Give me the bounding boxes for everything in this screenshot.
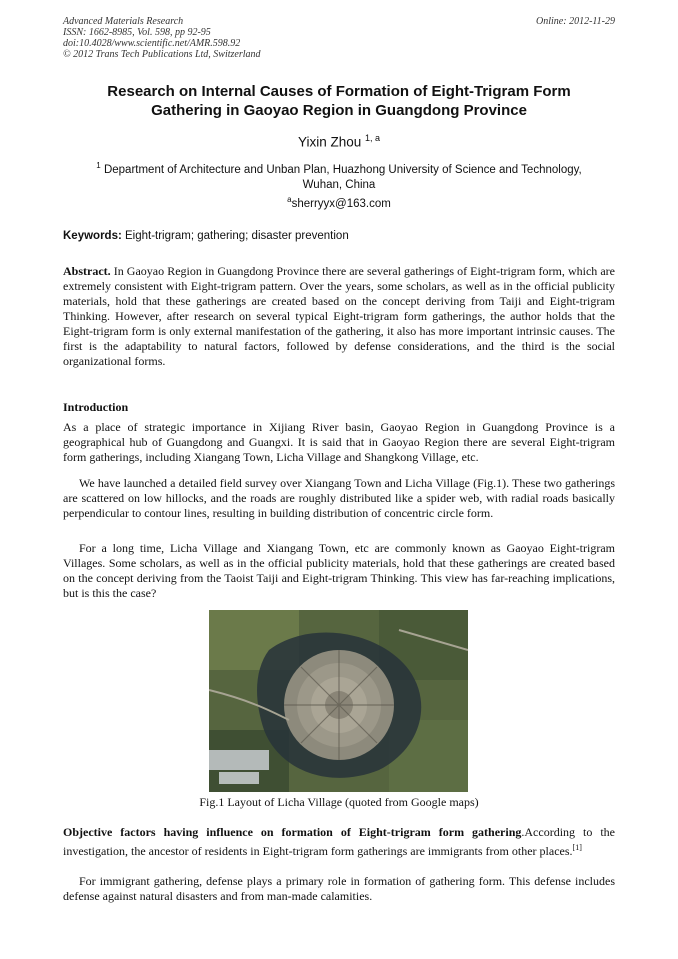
issn-line: ISSN: 1662-8985, Vol. 598, pp 92-95: [63, 27, 211, 38]
author-name: Yixin Zhou: [297, 134, 362, 150]
objective-text: .According to the investigation, the ancestor of residents in Eight-trigram form gatherings are immigrants from other places.: [63, 825, 615, 858]
email: [63, 195, 615, 210]
author-sup: 1, a: [365, 133, 381, 143]
affiliation-line-1: Department of Architecture and Unban Plan, Huazhong University of Science and Technology,: [103, 163, 582, 176]
email-address: sherryyx@163.com: [291, 197, 391, 210]
copyright-line: © 2012 Trans Tech Publications Ltd, Switzerland: [63, 49, 261, 60]
keywords: [63, 230, 615, 242]
abstract: [63, 264, 615, 369]
email-sup: a: [287, 195, 292, 204]
affiliation: [63, 158, 615, 193]
keywords-label: Keywords:: [63, 230, 122, 242]
citation-ref: [1]: [572, 843, 582, 852]
figure-caption: Fig.1 Layout of Licha Village (quoted from Google maps): [199, 795, 479, 809]
objective-heading: Objective factors having influence on formation of Eight-trigram form gathering: [63, 825, 522, 839]
doi-line: doi:10.4028/www.scientific.net/AMR.598.92: [63, 38, 241, 49]
intro-paragraph-2: We have launched a detailed field survey over Xiangang Town and Licha Village (Fig.1). These two gatherings are scattered on low hillocks, and the roads are roughly distributed like a spider web, with radial roads basically perpendicular to contour lines, resulting in building distribution of concentric circle form.: [63, 476, 615, 520]
aerial-map-graphic: [209, 610, 468, 792]
journal-header: [63, 16, 261, 60]
objective-paragraph-2: For immigrant gathering, defense plays a primary role in formation of gathering form. This defense includes defense against natural disasters and from man-made calamities.: [63, 874, 615, 903]
abstract-text: In Gaoyao Region in Guangdong Province there are several gatherings of Eight-trigram form, which are extremely consistent with Eight-trigram pattern. Over the years, some scholars, as well as in the official publicity materials, hold that these gatherings are created based on the concept deriving from Taiji and Eight-trigram Thinking. However, after research on several typical Eight-trigram form gatherings, the author holds that the Eight-trigram form is only external manifestation of the gathering, it also has more important intrinsic causes. The first is the adaptability to natural factors, followed by defense considerations, and the third is the social organizational forms.: [63, 264, 615, 368]
journal-name: Advanced Materials Research: [63, 16, 184, 27]
title-line-2: Gathering in Gaoyao Region in Guangdong Province: [151, 102, 527, 119]
introduction-heading: Introduction: [63, 400, 129, 414]
keywords-text: Eight-trigram; gathering; disaster prevention: [121, 230, 349, 242]
affiliation-num: 1: [96, 161, 101, 170]
affiliation-line-2: Wuhan, China: [302, 178, 376, 191]
online-date: Online: 2012-11-29: [536, 16, 615, 27]
author: [63, 133, 615, 150]
intro-paragraph-1: As a place of strategic importance in Xijiang River basin, Gaoyao Region in Guangdong Province is a geographical hub of Guangdong and Guangxi. It is said that in Gaoyao Region there are several Eight-trigram form gatherings, including Xiangang Town, Licha Village and Shangkong Village, etc.: [63, 420, 615, 464]
abstract-label: Abstract.: [63, 264, 111, 278]
licha-village-aerial-image: [209, 610, 468, 792]
paper-title: [63, 82, 615, 120]
title-line-1: Research on Internal Causes of Formation of Eight-Trigram Form: [107, 83, 571, 100]
intro-paragraph-3: For a long time, Licha Village and Xiangang Town, etc are commonly known as Gaoyao Eight-trigram Villages. Some scholars, as well as in the official publicity materials, hold that these gatherings are created based on the concept deriving from the Taoist Taiji and Eight-trigram Thinking. This view has far-reaching implications, but is this the case?: [63, 541, 615, 600]
objective-paragraph: [63, 825, 615, 859]
